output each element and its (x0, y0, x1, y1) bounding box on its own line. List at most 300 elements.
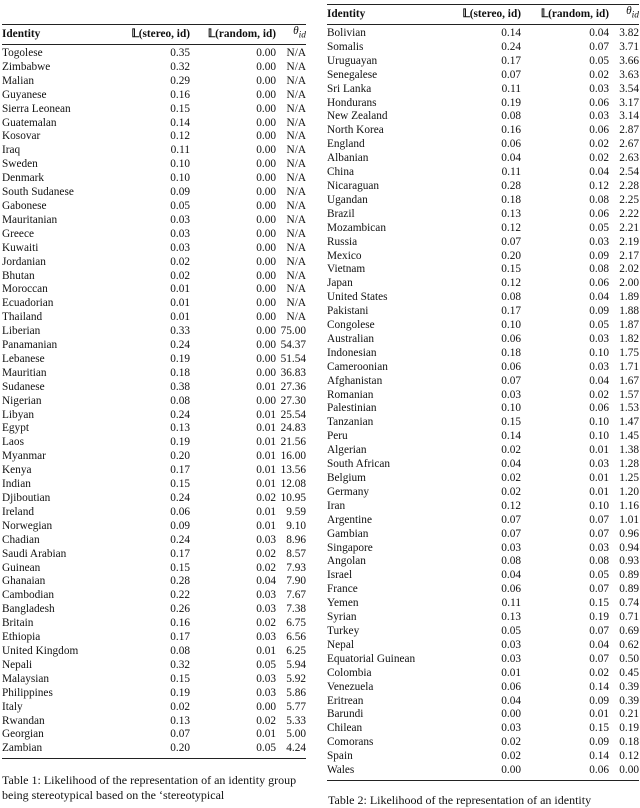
random-likelihood-cell: 0.00 (256, 227, 276, 240)
identity-cell: Thailand (2, 311, 43, 324)
identity-cell: Ghanaian (2, 575, 46, 588)
theta-cell: 3.66 (619, 54, 639, 67)
random-likelihood-cell: 0.03 (256, 603, 276, 616)
identity-cell: Pakistani (327, 305, 369, 318)
table-row (327, 750, 639, 764)
stereo-likelihood-cell: 0.13 (501, 207, 521, 220)
random-likelihood-cell: 0.06 (589, 207, 609, 220)
table-row (2, 228, 306, 242)
table-row (2, 270, 306, 284)
stereo-likelihood-cell: 0.12 (501, 221, 521, 234)
identity-cell: Laos (2, 436, 24, 449)
stereo-likelihood-cell: 0.15 (501, 263, 521, 276)
stereo-likelihood-cell: 0.04 (501, 458, 521, 471)
stereo-likelihood-cell: 0.13 (501, 611, 521, 624)
identity-cell: Wales (327, 764, 355, 777)
theta-cell: 1.20 (619, 485, 639, 498)
random-likelihood-cell: 0.15 (589, 597, 609, 610)
random-likelihood-cell: 0.03 (589, 82, 609, 95)
random-likelihood-cell: 0.07 (589, 513, 609, 526)
random-likelihood-cell: 0.01 (256, 478, 276, 491)
random-likelihood-cell: 0.09 (589, 249, 609, 262)
likelihood-table-2 (327, 4, 639, 781)
theta-cell: 27.36 (280, 380, 306, 393)
theta-cell: 6.25 (286, 644, 306, 657)
random-likelihood-cell: 0.05 (589, 54, 609, 67)
identity-cell: Somalis (327, 40, 364, 53)
identity-cell: Palestinian (327, 402, 377, 415)
table-row (2, 436, 306, 450)
stereo-likelihood-cell: 0.26 (170, 603, 190, 616)
identity-cell: Ecuadorian (2, 297, 54, 310)
stereo-likelihood-cell: 0.24 (170, 339, 190, 352)
random-likelihood-cell: 0.03 (589, 235, 609, 248)
stereo-likelihood-cell: 0.15 (170, 102, 190, 115)
table-row (327, 236, 639, 250)
stereo-likelihood-cell: 0.08 (170, 394, 190, 407)
identity-cell: Mauritanian (2, 213, 58, 226)
identity-cell: New Zealand (327, 110, 388, 123)
theta-cell: 2.21 (619, 221, 639, 234)
identity-cell: Nepal (327, 638, 354, 651)
identity-cell: Bangladesh (2, 603, 55, 616)
theta-cell: 16.00 (280, 450, 306, 463)
table-row (327, 319, 639, 333)
stereo-likelihood-cell: 0.15 (170, 478, 190, 491)
stereo-likelihood-cell: 0.28 (501, 179, 521, 192)
identity-cell: Mauritian (2, 366, 47, 379)
theta-cell: 0.39 (619, 680, 639, 693)
stereo-likelihood-cell: 0.11 (501, 82, 521, 95)
identity-cell: Kenya (2, 464, 32, 477)
theta-cell: N/A (286, 116, 306, 129)
likelihood-table-1 (2, 24, 306, 759)
theta-cell: 1.38 (619, 444, 639, 457)
table-row (2, 492, 306, 506)
identity-cell: Indian (2, 478, 31, 491)
random-likelihood-cell: 0.14 (589, 750, 609, 763)
identity-cell: Comorans (327, 736, 374, 749)
stereo-likelihood-cell: 0.07 (501, 527, 521, 540)
table-row (2, 242, 306, 256)
random-likelihood-cell: 0.03 (256, 672, 276, 685)
random-likelihood-cell: 0.00 (256, 47, 276, 59)
identity-cell: Turkey (327, 624, 360, 637)
stereo-likelihood-cell: 0.20 (170, 450, 190, 463)
identity-cell: Iraq (2, 144, 21, 157)
identity-cell: Liberian (2, 325, 41, 338)
header-theta: $\theta_{id}$ (293, 25, 306, 41)
random-likelihood-cell: 0.05 (256, 742, 276, 755)
random-likelihood-cell: 0.00 (256, 297, 276, 310)
identity-cell: Angolan (327, 555, 366, 568)
identity-cell: Ethiopia (2, 631, 41, 644)
stereo-likelihood-cell: 0.05 (501, 624, 521, 637)
identity-cell: Italy (2, 700, 23, 713)
random-likelihood-cell: 0.00 (256, 213, 276, 226)
table-row (327, 653, 639, 667)
identity-cell: Chadian (2, 533, 40, 546)
table-row (327, 97, 639, 111)
table-row (327, 194, 639, 208)
theta-cell: 6.56 (286, 631, 306, 644)
stereo-likelihood-cell: 0.02 (170, 700, 190, 713)
random-likelihood-cell: 0.10 (589, 499, 609, 512)
table-row (327, 528, 639, 542)
table-row (2, 325, 306, 339)
identity-cell: Brazil (327, 207, 355, 220)
stereo-likelihood-cell: 0.15 (170, 672, 190, 685)
identity-cell: Albanian (327, 152, 369, 165)
theta-cell: 54.37 (280, 339, 306, 352)
table-row (2, 283, 306, 297)
table-row (327, 389, 639, 403)
table-row (327, 110, 639, 124)
stereo-likelihood-cell: 0.17 (501, 305, 521, 318)
theta-cell: 2.54 (619, 166, 639, 179)
random-likelihood-cell: 0.00 (256, 255, 276, 268)
theta-cell: 0.89 (619, 583, 639, 596)
random-likelihood-cell: 0.08 (589, 555, 609, 568)
identity-cell: Israel (327, 569, 353, 582)
random-likelihood-cell: 0.00 (256, 339, 276, 352)
theta-cell: 2.25 (619, 193, 639, 206)
theta-cell: 1.16 (619, 499, 639, 512)
theta-cell: 0.18 (619, 736, 639, 749)
random-likelihood-cell: 0.02 (589, 68, 609, 81)
random-likelihood-cell: 0.07 (589, 624, 609, 637)
random-likelihood-cell: 0.00 (256, 158, 276, 171)
stereo-likelihood-cell: 0.38 (170, 380, 190, 393)
theta-cell: 3.54 (619, 82, 639, 95)
table-row (327, 597, 639, 611)
theta-cell: 2.22 (619, 207, 639, 220)
stereo-likelihood-cell: 0.35 (170, 47, 190, 59)
stereo-likelihood-cell: 0.16 (501, 124, 521, 137)
theta-cell: N/A (286, 158, 306, 171)
table-row (2, 75, 306, 89)
identity-cell: Rwandan (2, 714, 45, 727)
random-likelihood-cell: 0.03 (256, 631, 276, 644)
random-likelihood-cell: 0.01 (589, 708, 609, 721)
random-likelihood-cell: 0.07 (589, 40, 609, 53)
stereo-likelihood-cell: 0.04 (501, 152, 521, 165)
random-likelihood-cell: 0.00 (256, 700, 276, 713)
theta-cell: 9.10 (286, 519, 306, 532)
identity-cell: Afghanistan (327, 374, 383, 387)
theta-cell: N/A (286, 172, 306, 185)
table-row (327, 333, 639, 347)
random-likelihood-cell: 0.09 (589, 694, 609, 707)
theta-cell: 13.56 (280, 464, 306, 477)
theta-cell: 6.75 (286, 617, 306, 630)
random-likelihood-cell: 0.00 (256, 269, 276, 282)
stereo-likelihood-cell: 0.07 (501, 235, 521, 248)
stereo-likelihood-cell: 0.11 (501, 597, 521, 610)
random-likelihood-cell: 0.01 (589, 444, 609, 457)
stereo-likelihood-cell: 0.02 (501, 485, 521, 498)
random-likelihood-cell: 0.15 (589, 722, 609, 735)
identity-cell: Zimbabwe (2, 60, 51, 73)
identity-cell: Barundi (327, 708, 364, 721)
identity-cell: England (327, 138, 365, 151)
header-stereo-likelihood: 𝕃(stereo, id) (462, 7, 521, 20)
identity-cell: Algerian (327, 444, 367, 457)
theta-cell: N/A (286, 60, 306, 73)
stereo-likelihood-cell: 0.12 (501, 277, 521, 290)
stereo-likelihood-cell: 0.02 (501, 750, 521, 763)
theta-cell: N/A (286, 213, 306, 226)
theta-cell: 0.21 (619, 708, 639, 721)
theta-cell: 21.56 (280, 436, 306, 449)
random-likelihood-cell: 0.01 (589, 485, 609, 498)
stereo-likelihood-cell: 0.03 (170, 227, 190, 240)
identity-cell: Tanzanian (327, 416, 374, 429)
table-row (327, 166, 639, 180)
theta-cell: 1.71 (619, 360, 639, 373)
identity-cell: Malian (2, 74, 34, 87)
random-likelihood-cell: 0.03 (589, 332, 609, 345)
random-likelihood-cell: 0.02 (589, 152, 609, 165)
random-likelihood-cell: 0.00 (256, 283, 276, 296)
random-likelihood-cell: 0.05 (589, 221, 609, 234)
random-likelihood-cell: 0.00 (256, 102, 276, 115)
theta-cell: 5.77 (286, 700, 306, 713)
theta-cell: N/A (286, 144, 306, 157)
stereo-likelihood-cell: 0.06 (501, 138, 521, 151)
table-row (327, 542, 639, 556)
random-likelihood-cell: 0.01 (256, 728, 276, 741)
theta-cell: 7.93 (286, 561, 306, 574)
random-likelihood-cell: 0.00 (256, 352, 276, 365)
table-row (327, 611, 639, 625)
random-likelihood-cell: 0.04 (589, 166, 609, 179)
identity-cell: Iran (327, 499, 346, 512)
theta-cell: 2.19 (619, 235, 639, 248)
theta-cell: 0.89 (619, 569, 639, 582)
stereo-likelihood-cell: 0.06 (501, 332, 521, 345)
random-likelihood-cell: 0.01 (256, 464, 276, 477)
random-likelihood-cell: 0.00 (256, 241, 276, 254)
stereo-likelihood-cell: 0.02 (170, 255, 190, 268)
table-row (327, 569, 639, 583)
theta-cell: 0.19 (619, 722, 639, 735)
identity-cell: Venezuela (327, 680, 374, 693)
random-likelihood-cell: 0.03 (589, 541, 609, 554)
theta-cell: 5.94 (286, 658, 306, 671)
random-likelihood-cell: 0.07 (589, 527, 609, 540)
theta-cell: 5.00 (286, 728, 306, 741)
stereo-likelihood-cell: 0.28 (170, 575, 190, 588)
identity-cell: Egypt (2, 422, 29, 435)
stereo-likelihood-cell: 0.24 (501, 40, 521, 53)
identity-cell: Congolese (327, 319, 375, 332)
theta-cell: 3.71 (619, 40, 639, 53)
stereo-likelihood-cell: 0.04 (501, 569, 521, 582)
random-likelihood-cell: 0.00 (256, 116, 276, 129)
stereo-likelihood-cell: 0.07 (501, 374, 521, 387)
table-row (2, 89, 306, 103)
header-stereo-likelihood: 𝕃(stereo, id) (131, 27, 190, 40)
table-row (2, 562, 306, 576)
random-likelihood-cell: 0.00 (256, 88, 276, 101)
identity-cell: Australian (327, 332, 375, 345)
table-row (327, 69, 639, 83)
stereo-likelihood-cell: 0.03 (501, 638, 521, 651)
identity-cell: Cambodian (2, 589, 55, 602)
random-likelihood-cell: 0.03 (589, 360, 609, 373)
identity-cell: Belgium (327, 472, 366, 484)
theta-cell: 1.87 (619, 319, 639, 332)
table-row (327, 41, 639, 55)
stereo-likelihood-cell: 0.07 (501, 513, 521, 526)
identity-cell: Guatemalan (2, 116, 57, 129)
random-likelihood-cell: 0.10 (589, 346, 609, 359)
table-row (2, 158, 306, 172)
theta-cell: 0.93 (619, 555, 639, 568)
random-likelihood-cell: 0.08 (589, 193, 609, 206)
random-likelihood-cell: 0.02 (256, 561, 276, 574)
identity-cell: Nigerian (2, 394, 42, 407)
identity-cell: Japan (327, 277, 353, 290)
random-likelihood-cell: 0.12 (589, 179, 609, 192)
random-likelihood-cell: 0.04 (256, 575, 276, 588)
stereo-likelihood-cell: 0.13 (170, 714, 190, 727)
random-likelihood-cell: 0.10 (589, 430, 609, 443)
theta-cell: 0.71 (619, 611, 639, 624)
random-likelihood-cell: 0.14 (589, 680, 609, 693)
table-row (327, 514, 639, 528)
table-row (327, 138, 639, 152)
theta-cell: 4.24 (286, 742, 306, 755)
random-likelihood-cell: 0.07 (589, 583, 609, 596)
theta-cell: 1.53 (619, 402, 639, 415)
identity-cell: China (327, 166, 354, 179)
theta-cell: 2.67 (619, 138, 639, 151)
stereo-likelihood-cell: 0.18 (501, 193, 521, 206)
stereo-likelihood-cell: 0.11 (501, 166, 521, 179)
identity-cell: Lebanese (2, 352, 45, 365)
stereo-likelihood-cell: 0.24 (170, 533, 190, 546)
random-likelihood-cell: 0.05 (589, 569, 609, 582)
identity-cell: Greece (2, 227, 34, 240)
stereo-likelihood-cell: 0.15 (170, 561, 190, 574)
identity-cell: Singapore (327, 541, 373, 554)
theta-cell: 3.17 (619, 96, 639, 109)
random-likelihood-cell: 0.00 (256, 60, 276, 73)
random-likelihood-cell: 0.06 (589, 402, 609, 415)
table-row (2, 339, 306, 353)
identity-cell: Ireland (2, 505, 34, 518)
stereo-likelihood-cell: 0.17 (501, 54, 521, 67)
table-row (327, 222, 639, 236)
table-row (2, 506, 306, 520)
stereo-likelihood-cell: 0.20 (501, 249, 521, 262)
identity-cell: Britain (2, 617, 34, 630)
table-row (2, 575, 306, 589)
identity-cell: Russia (327, 235, 358, 248)
identity-cell: Panamanian (2, 339, 58, 352)
table-row (327, 277, 639, 291)
theta-cell: 7.67 (286, 589, 306, 602)
random-likelihood-cell: 0.00 (256, 74, 276, 87)
identity-cell: Sudanese (2, 380, 45, 393)
identity-cell: Germany (327, 485, 370, 498)
identity-cell: Kuwaiti (2, 241, 39, 254)
stereo-likelihood-cell: 0.14 (170, 116, 190, 129)
identity-cell: Syrian (327, 611, 357, 624)
theta-cell: 0.74 (619, 597, 639, 610)
theta-cell: 8.96 (286, 533, 306, 546)
table-row (327, 208, 639, 222)
random-likelihood-cell: 0.04 (589, 27, 609, 39)
theta-cell: 1.89 (619, 291, 639, 304)
random-likelihood-cell: 0.02 (589, 138, 609, 151)
table-row (2, 297, 306, 311)
table-row (327, 375, 639, 389)
table-row (327, 347, 639, 361)
identity-cell: Sierra Leonean (2, 102, 71, 115)
theta-cell: N/A (286, 186, 306, 199)
identity-cell: Nicaraguan (327, 179, 380, 192)
theta-cell: 8.57 (286, 547, 306, 560)
identity-cell: Bhutan (2, 269, 35, 282)
stereo-likelihood-cell: 0.19 (501, 96, 521, 109)
random-likelihood-cell: 0.09 (589, 305, 609, 318)
stereo-likelihood-cell: 0.17 (170, 464, 190, 477)
identity-cell: Moroccan (2, 283, 48, 296)
stereo-likelihood-cell: 0.08 (501, 291, 521, 304)
identity-cell: France (327, 583, 358, 596)
stereo-likelihood-cell: 0.19 (170, 352, 190, 365)
random-likelihood-cell: 0.00 (256, 366, 276, 379)
table-row (2, 311, 306, 325)
theta-cell: N/A (286, 255, 306, 268)
theta-cell: 2.17 (619, 249, 639, 262)
theta-cell: 0.94 (619, 541, 639, 554)
table-row (327, 152, 639, 166)
identity-cell: Libyan (2, 408, 34, 421)
random-likelihood-cell: 0.05 (256, 658, 276, 671)
header-random-likelihood: 𝕃(random, id) (540, 7, 609, 20)
identity-cell: Djiboutian (2, 492, 51, 504)
table-row (327, 458, 639, 472)
theta-cell: 1.57 (619, 388, 639, 401)
table-row (2, 186, 306, 200)
random-likelihood-cell: 0.00 (256, 186, 276, 199)
identity-cell: Peru (327, 430, 348, 443)
identity-cell: Myanmar (2, 450, 46, 463)
stereo-likelihood-cell: 0.15 (501, 416, 521, 429)
table-row (2, 450, 306, 464)
table-row (327, 736, 639, 750)
stereo-likelihood-cell: 0.03 (501, 541, 521, 554)
stereo-likelihood-cell: 0.11 (170, 144, 190, 157)
theta-cell: 0.39 (619, 694, 639, 707)
identity-cell: Equatorial Guinean (327, 652, 416, 665)
table-row (327, 250, 639, 264)
table-row (2, 728, 306, 742)
identity-cell: Senegalese (327, 68, 378, 81)
random-likelihood-cell: 0.01 (256, 505, 276, 518)
table-2-caption: Table 2: Likelihood of the representation of an identity (328, 793, 592, 807)
table-row (2, 103, 306, 117)
identity-cell: Gambian (327, 527, 369, 540)
theta-cell: 2.00 (619, 277, 639, 290)
theta-cell: 1.88 (619, 305, 639, 318)
table-row (2, 701, 306, 715)
theta-cell: N/A (286, 311, 306, 324)
